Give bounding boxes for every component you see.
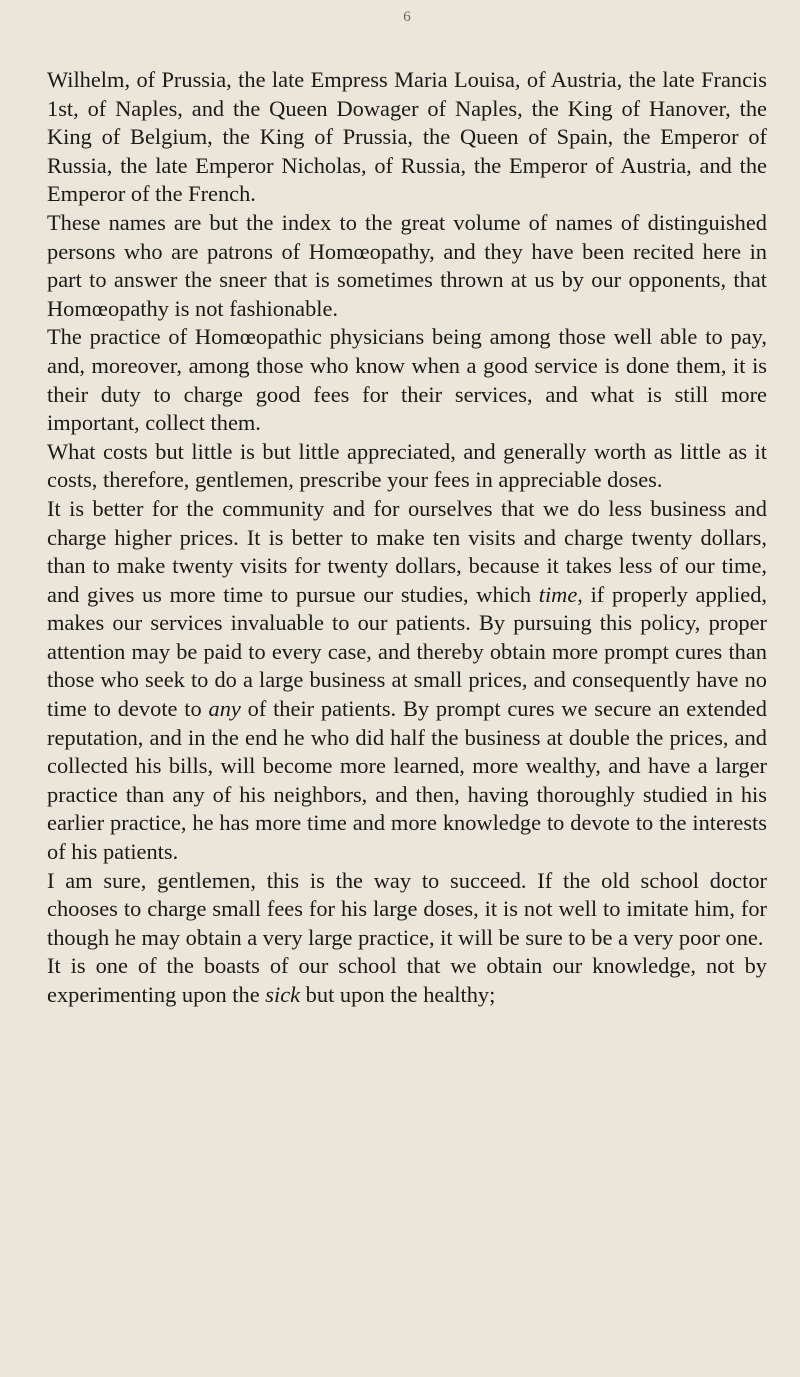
italic-text: time: [538, 581, 578, 607]
paragraph: [47, 952, 767, 1009]
text-segment: I am sure, gentlemen, this is the way to succeed. If the old school doctor chooses to charge small fees for his large doses, it is not well to imitate him, for though he may obtain a very large practice, it will be sure to be a very poor one.: [47, 867, 767, 950]
text-segment: of their patients. By prompt cures we secure an extended reputation, and in the end he who did half the business at double the prices, and collected his bills, will become more learned, more wealthy, and have a larger practice than any of his neighbors, and then, having thoroughly studied in his earlier practice, he has more time and more knowledge to devote to the interests of his patients.: [47, 696, 768, 865]
paragraph: [47, 867, 767, 953]
paragraph: [47, 209, 767, 323]
text-segment: It is one of the boasts of our school that we obtain our knowledge, not by experimenting upon the: [47, 953, 767, 1007]
text-segment: These names are but the index to the great volume of names of distinguished persons who are patrons of Homœopathy, and they have been recited here in part to answer the sneer that is sometimes thrown at us by our opponents, that Homœopathy is not fashionable.: [47, 209, 767, 321]
italic-text: sick: [265, 982, 301, 1007]
text-segment: The practice of Homœopathic physicians being among those well able to pay, and, moreover, among those who know when a good service is done them, it is their duty to charge good fees for their services, and what is still more important, collect them.: [47, 324, 767, 436]
paragraph: [47, 438, 767, 495]
paragraph: [47, 323, 767, 437]
text-segment: but upon the healthy;: [300, 982, 496, 1007]
text-segment: Wilhelm, of Prussia, the late Empress Maria Louisa, of Austria, the late Francis 1st, of Naples, and the Queen Dowager of Naples, the King of Hanover, the King of Belgium, the King of Prussia, the Queen of Spain, the Emperor of Russia, the late Emperor Nicholas, of Russia, the Emperor of Austria, and the Emperor of the French.: [47, 67, 767, 207]
text-segment: What costs but little is but little appreciated, and generally worth as little as it costs, therefore, gentlemen, prescribe your fees in appreciable doses.: [47, 438, 767, 493]
text-segment: , if properly applied, makes our services invaluable to our patients. By pursuing this policy, proper attention may be paid to every case, and thereby obtain more prompt cures than those who seek to do a large business at small prices, and consequently have no time to devote to: [47, 581, 768, 722]
italic-text: any: [208, 696, 241, 722]
body-text: [47, 66, 767, 1010]
page-number: 6: [403, 9, 411, 25]
text-segment: It is better for the community and for ourselves that we do less business and charge higher prices. It is better to make ten visits and charge twenty dollars, than to make twenty visits for twenty dollars, because it takes less of our time, and gives us more time to pursue our studies, which: [47, 495, 767, 607]
paragraph: [47, 495, 767, 867]
paragraph: [47, 66, 767, 209]
